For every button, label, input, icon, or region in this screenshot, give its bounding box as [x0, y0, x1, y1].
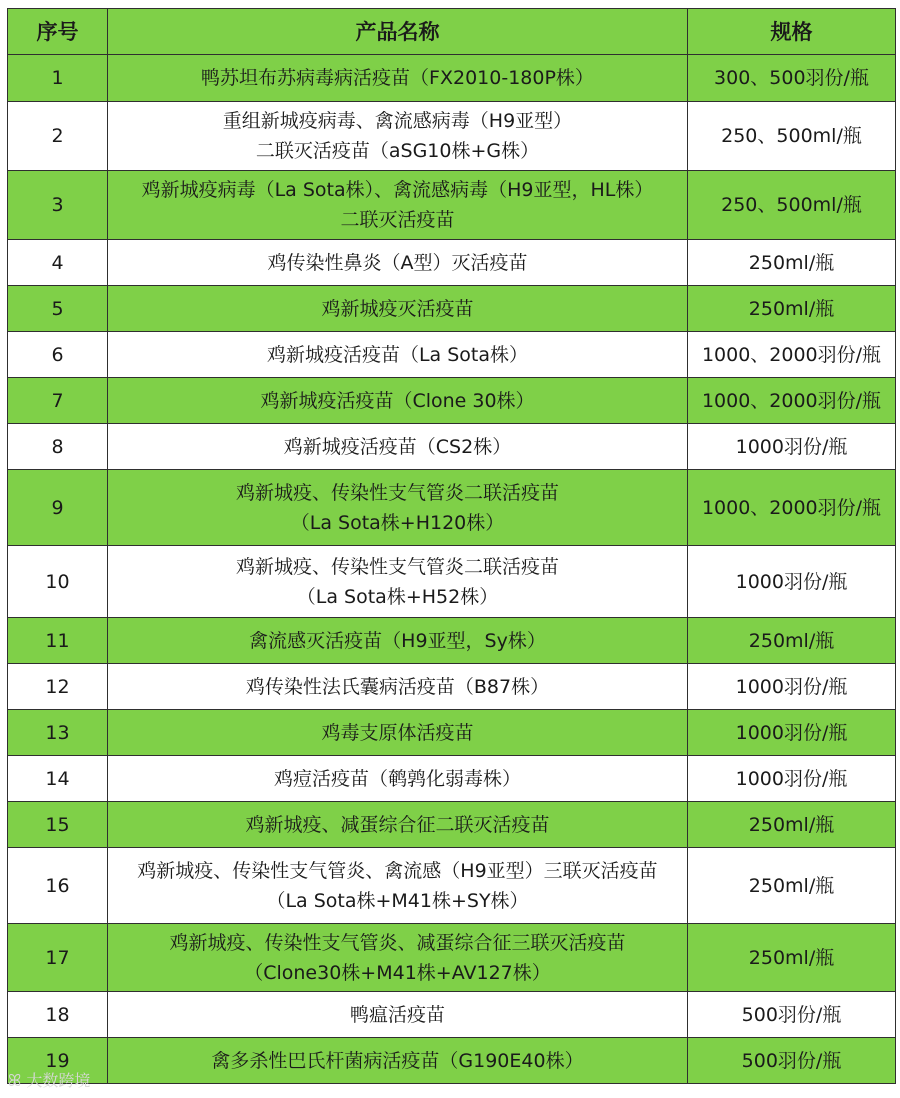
row-spec: 1000羽份/瓶: [688, 756, 896, 802]
product-name-line: 鸡新城疫、减蛋综合征二联灭活疫苗: [245, 813, 550, 836]
table-row: [8, 848, 896, 924]
row-seq: 3: [8, 171, 108, 240]
header-product-name: 产品名称: [108, 9, 688, 55]
product-name-line: 禽多杀性巴氏杆菌病活疫苗（G190E40株）: [211, 1049, 584, 1072]
row-spec: 500羽份/瓶: [688, 1038, 896, 1084]
product-name-line: 鸡新城疫、传染性支气管炎二联活疫苗: [235, 481, 559, 504]
product-name-line: （La Sota株+M41株+SY株）: [266, 889, 529, 912]
product-name-line: 二联灭活疫苗（aSG10株+G株）: [255, 140, 540, 162]
row-spec: 250ml/瓶: [688, 618, 896, 664]
row-product-name: [108, 240, 688, 286]
row-seq: 1: [8, 55, 108, 102]
product-name-line: 鸡新城疫、传染性支气管炎、禽流感（H9亚型）三联灭活疫苗: [137, 859, 658, 882]
product-name-line: （La Sota株+H52株）: [296, 585, 499, 608]
table-row: [8, 240, 896, 286]
product-name-line: 鸡传染性鼻炎（A型）灭活疫苗: [267, 251, 528, 274]
table-row: [8, 618, 896, 664]
row-product-name: [108, 55, 688, 102]
table-row: [8, 470, 896, 546]
vaccine-product-table: [7, 8, 896, 1084]
product-name-line: 鸡传染性法氏囊病活疫苗（B87株）: [245, 675, 550, 698]
row-product-name: [108, 802, 688, 848]
table-row: [8, 1038, 896, 1084]
row-seq: 19: [8, 1038, 108, 1084]
table-row: [8, 102, 896, 171]
table-header-row: [8, 9, 896, 55]
product-name-line: 鸡新城疫病毒（La Sota株）、禽流感病毒（H9亚型，HL株）: [141, 179, 654, 201]
product-name-line: 鸡新城疫、传染性支气管炎、减蛋综合征三联灭活疫苗: [169, 931, 626, 954]
row-spec: 1000、2000羽份/瓶: [688, 378, 896, 424]
table-row: [8, 286, 896, 332]
watermark-text: 大数跨境: [26, 1071, 91, 1090]
product-name-line: 鸡新城疫灭活疫苗: [321, 297, 474, 320]
row-spec: 1000羽份/瓶: [688, 424, 896, 470]
row-spec: 250ml/瓶: [688, 802, 896, 848]
table-row: [8, 171, 896, 240]
row-seq: 18: [8, 992, 108, 1038]
table-body: [8, 55, 896, 1084]
product-name-line: 鸡新城疫活疫苗（CS2株）: [283, 435, 512, 458]
row-seq: 7: [8, 378, 108, 424]
row-seq: 14: [8, 756, 108, 802]
row-product-name: [108, 470, 688, 546]
row-seq: 5: [8, 286, 108, 332]
row-product-name: [108, 664, 688, 710]
table-row: [8, 710, 896, 756]
table-row: [8, 802, 896, 848]
row-product-name: [108, 286, 688, 332]
table-row: [8, 924, 896, 992]
product-name-line: 鸡新城疫活疫苗（La Sota株）: [266, 343, 529, 366]
row-spec: 250、500ml/瓶: [688, 171, 896, 240]
row-product-name: [108, 1038, 688, 1084]
table-row: [8, 756, 896, 802]
row-seq: 4: [8, 240, 108, 286]
row-spec: 1000羽份/瓶: [688, 546, 896, 618]
product-name-line: （Clone30株+M41株+AV127株）: [244, 961, 551, 984]
watermark: [8, 1068, 90, 1091]
table-row: [8, 664, 896, 710]
row-product-name: [108, 924, 688, 992]
row-seq: 15: [8, 802, 108, 848]
row-product-name: [108, 332, 688, 378]
product-name-line: 重组新城疫病毒、禽流感病毒（H9亚型）: [222, 110, 573, 132]
row-spec: 300、500羽份/瓶: [688, 55, 896, 102]
row-seq: 2: [8, 102, 108, 171]
product-name-line: 鸡痘活疫苗（鹌鹑化弱毒株）: [273, 767, 521, 790]
table-row: [8, 424, 896, 470]
table-row: [8, 332, 896, 378]
table-row: [8, 546, 896, 618]
row-spec: 500羽份/瓶: [688, 992, 896, 1038]
row-spec: 250ml/瓶: [688, 924, 896, 992]
header-spec: 规格: [688, 9, 896, 55]
row-product-name: [108, 102, 688, 171]
row-product-name: [108, 424, 688, 470]
row-product-name: [108, 992, 688, 1038]
row-seq: 16: [8, 848, 108, 924]
product-name-line: 二联灭活疫苗: [340, 209, 455, 231]
row-seq: 11: [8, 618, 108, 664]
watermark-logo-icon: ꕤ: [8, 1071, 22, 1090]
row-spec: 250、500ml/瓶: [688, 102, 896, 171]
product-name-line: 鸭瘟活疫苗: [349, 1003, 445, 1026]
header-seq: 序号: [8, 9, 108, 55]
table-row: [8, 55, 896, 102]
row-seq: 6: [8, 332, 108, 378]
row-product-name: [108, 756, 688, 802]
row-spec: 250ml/瓶: [688, 240, 896, 286]
row-spec: 1000羽份/瓶: [688, 664, 896, 710]
product-name-line: 鸡新城疫、传染性支气管炎二联活疫苗: [235, 555, 559, 578]
product-name-line: 鸡新城疫活疫苗（Clone 30株）: [260, 389, 535, 412]
row-seq: 12: [8, 664, 108, 710]
row-seq: 13: [8, 710, 108, 756]
row-product-name: [108, 546, 688, 618]
row-seq: 9: [8, 470, 108, 546]
row-product-name: [108, 171, 688, 240]
row-seq: 17: [8, 924, 108, 992]
row-product-name: [108, 378, 688, 424]
row-seq: 8: [8, 424, 108, 470]
row-seq: 10: [8, 546, 108, 618]
table-row: [8, 992, 896, 1038]
row-spec: 1000羽份/瓶: [688, 710, 896, 756]
table-row: [8, 378, 896, 424]
row-spec: 250ml/瓶: [688, 848, 896, 924]
product-name-line: 鸭苏坦布苏病毒病活疫苗（FX2010-180P株）: [201, 67, 594, 89]
row-spec: 250ml/瓶: [688, 286, 896, 332]
product-name-line: 禽流感灭活疫苗（H9亚型，Sy株）: [249, 629, 546, 652]
row-product-name: [108, 618, 688, 664]
product-name-line: 鸡毒支原体活疫苗: [321, 721, 474, 744]
product-name-line: （La Sota株+H120株）: [290, 511, 505, 534]
row-product-name: [108, 848, 688, 924]
row-spec: 1000、2000羽份/瓶: [688, 470, 896, 546]
row-spec: 1000、2000羽份/瓶: [688, 332, 896, 378]
row-product-name: [108, 710, 688, 756]
